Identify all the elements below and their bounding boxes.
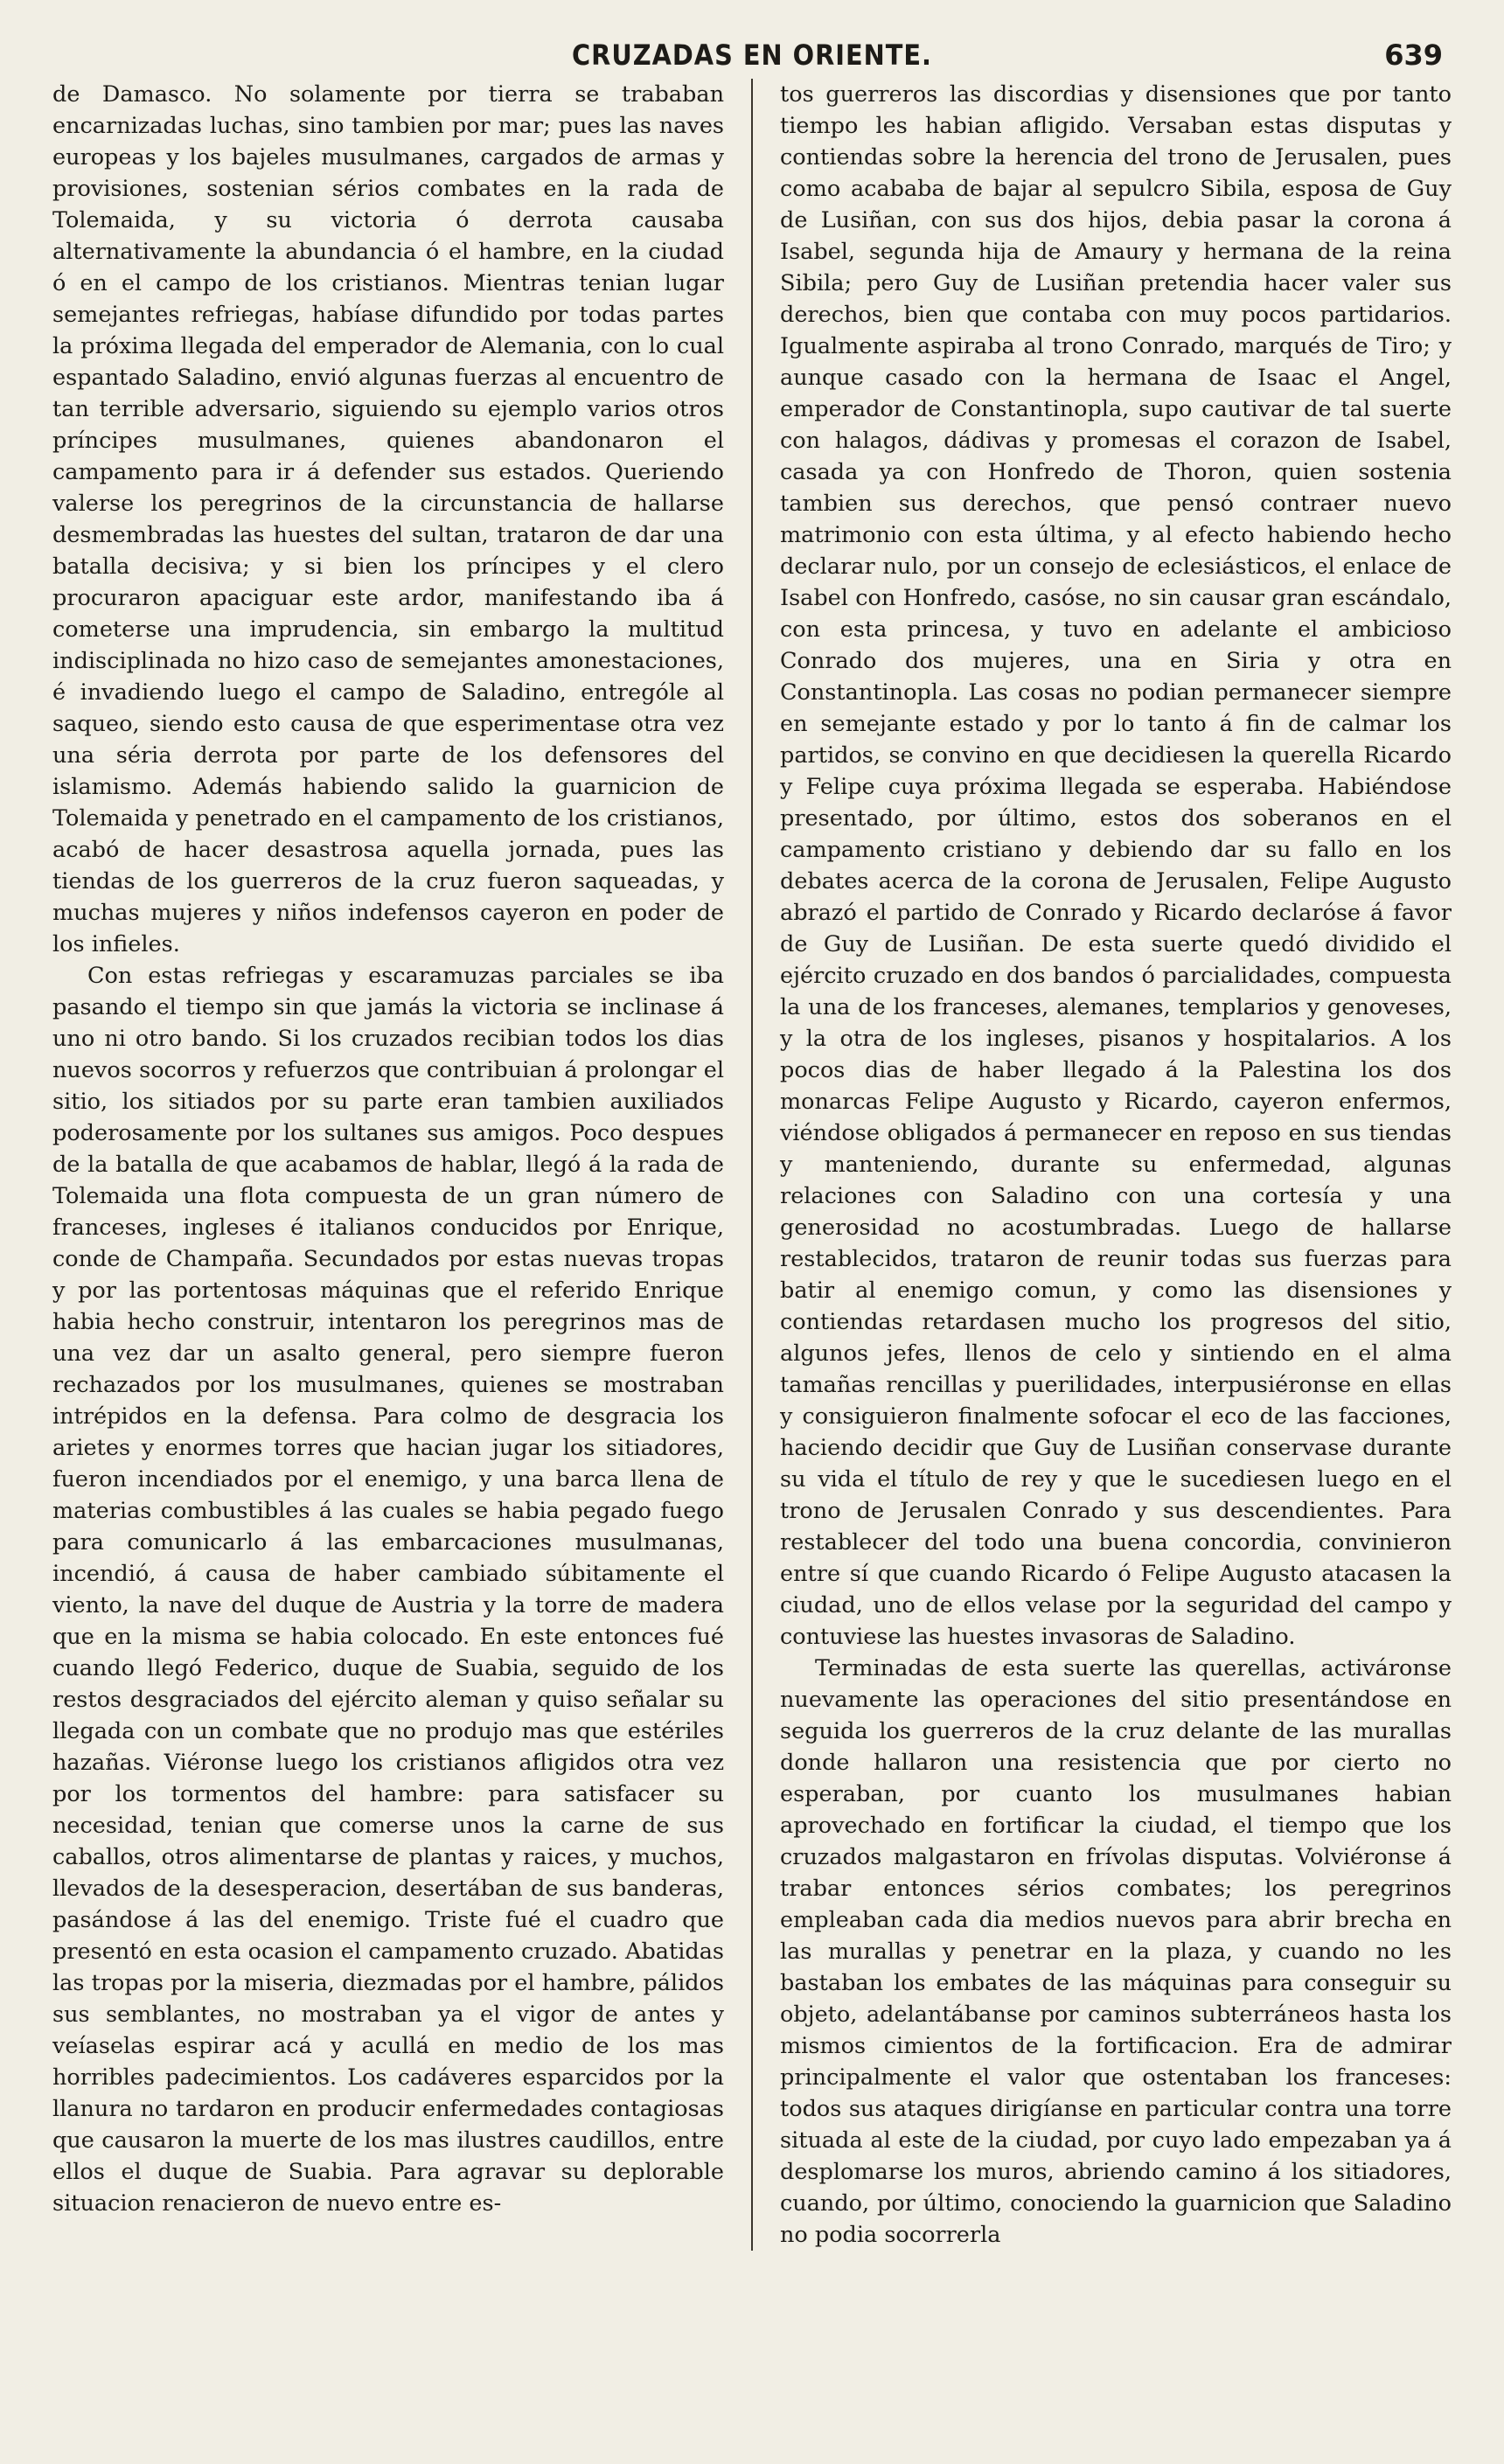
running-head	[61, 38, 1443, 73]
running-title: CRUZADAS EN ORIENTE.	[572, 38, 932, 72]
paragraph: de Damasco. No solamente por tierra se trababan encarnizadas luchas, sino tambien por mar; pues las naves europeas y los bajeles musulmanes, cargados de armas y provisiones, sostenian sérios combates en la rada de Tolemaida, y su victoria ó derrota causaba alternativamente la abundancia ó el hambre, en la ciudad ó en el campo de los cristianos. Mientras tenian lugar semejantes refriegas, habíase difundido por todas partes la próxima llegada del emperador de Alemania, con lo cual espantado Saladino, envió algunas fuerzas al encuentro de tan terrible adversario, siguiendo su ejemplo varios otros príncipes musulmanes, quienes abandonaron el campamento para ir á defender sus estados. Queriendo valerse los peregrinos de la circunstancia de hallarse desmembradas las huestes del sultan, trataron de dar una batalla decisiva; y si bien los príncipes y el clero procuraron apaciguar este ardor, manifestando iba á cometerse una imprudencia, sin embargo la multitud indisciplinada no hizo caso de semejantes amonestaciones, é invadiendo luego el campo de Saladino, entrególe al saqueo, siendo esto causa de que esperimentase otra vez una séria derrota por parte de los defensores del islamismo. Además habiendo salido la guarnicion de Tolemaida y penetrado en el campamento de los cristianos, acabó de hacer desastrosa aquella jornada, pues las tiendas de los guerreros de la cruz fueron saqueadas, y muchas mujeres y niños indefensos cayeron en poder de los infieles.	[52, 81, 724, 957]
right-column	[780, 79, 1452, 2251]
paragraph: Con estas refriegas y escaramuzas parciales se iba pasando el tiempo sin que jamás la victoria se inclinase á uno ni otro bando. Si los cruzados recibian todos los dias nuevos socorros y refuerzos que contribuian á prolongar el sitio, los sitiados por su parte eran tambien auxiliados poderosamente por los sultanes sus amigos. Poco despues de la batalla de que acabamos de hablar, llegó á la rada de Tolemaida una flota compuesta de un gran número de franceses, ingleses é italianos conducidos por Enrique, conde de Champaña. Secundados por estas nuevas tropas y por las portentosas máquinas que el referido Enrique habia hecho construir, intentaron los peregrinos mas de una vez dar un asalto general, pero siempre fueron rechazados por los musulmanes, quienes se mostraban intrépidos en la defensa. Para colmo de desgracia los arietes y enormes torres que hacian jugar los sitiadores, fueron incendiados por el enemigo, y una barca llena de materias combustibles á las cuales se habia pegado fuego para comunicarlo á las embarcaciones musulmanas, incendió, á causa de haber cambiado súbitamente el viento, la nave del duque de Austria y la torre de madera que en la misma se habia colocado. En este entonces fué cuando llegó Federico, duque de Suabia, seguido de los restos desgraciados del ejército aleman y quiso señalar su llegada con un combate que no produjo mas que estériles hazañas. Viéronse luego los cristianos afligidos otra vez por los tormentos del hambre: para satisfacer su necesidad, tenian que comerse unos la carne de sus caballos, otros alimentarse de plantas y raices, y muchos, llevados de la desesperacion, desertában de sus banderas, pasándose á las del enemigo. Triste fué el cuadro que presentó en esta ocasion el campamento cruzado. Abatidas las tropas por la miseria, diezmadas por el hambre, pálidos sus semblantes, no mostraban ya el vigor de antes y veíaselas espirar acá y acullá en medio de los mas horribles padecimientos. Los cadáveres esparcidos por la llanura no tardaron en producir enfermedades contagiosas que causaron la muerte de los mas ilustres caudillos, entre ellos el duque de Suabia. Para agravar su deplorable situacion renacieron de nuevo entre es-	[52, 963, 724, 2217]
paragraph: tos guerreros las discordias y disensiones que por tanto tiempo les habian afligido. Versaban estas disputas y contiendas sobre la herencia del trono de Jerusalen, pues como acababa de bajar al sepulcro Sibila, esposa de Guy de Lusiñan, con sus dos hijos, debia pasar la corona á Isabel, segunda hija de Amaury y hermana de la reina Sibila; pero Guy de Lusiñan pretendia hacer valer sus derechos, bien que contaba con muy pocos partidarios. Igualmente aspiraba al trono Conrado, marqués de Tiro; y aunque casado con la hermana de Isaac el Angel, emperador de Constantinopla, supo cautivar de tal suerte con halagos, dádivas y promesas el corazon de Isabel, casada ya con Honfredo de Thoron, quien sostenia tambien sus derechos, que pensó contraer nuevo matrimonio con esta última, y al efecto habiendo hecho declarar nulo, por un consejo de eclesiásticos, el enlace de Isabel con Honfredo, casóse, no sin causar gran escándalo, con esta princesa, y tuvo en adelante el ambicioso Conrado dos mujeres, una en Siria y otra en Constantinopla. Las cosas no podian permanecer siempre en semejante estado y por lo tanto á fin de calmar los partidos, se convino en que decidiesen la querella Ricardo y Felipe cuya próxima llegada se esperaba. Habiéndose presentado, por último, estos dos soberanos en el campamento cristiano y debiendo dar su fallo en los debates acerca de la corona de Jerusalen, Felipe Augusto abrazó el partido de Conrado y Ricardo declaróse á favor de Guy de Lusiñan. De esta suerte quedó dividido el ejército cruzado en dos bandos ó parcialidades, compuesta la una de los franceses, alemanes, templarios y genoveses, y la otra de los ingleses, pisanos y hospitalarios. A los pocos dias de haber llegado á la Palestina los dos monarcas Felipe Augusto y Ricardo, cayeron enfermos, viéndose obligados á permanecer en reposo en sus tiendas y manteniendo, durante su enfermedad, algunas relaciones con Saladino con una cortesía y una generosidad no acostumbradas. Luego de hallarse restablecidos, trataron de reunir todas sus fuerzas para batir al enemigo comun, y como las disensiones y contiendas retardasen mucho los progresos del sitio, algunos jefes, llenos de celo y sintiendo en el alma tamañas rencillas y puerilidades, interpusiéronse en ellas y consiguieron finalmente sofocar el eco de las facciones, haciendo decidir que Guy de Lusiñan conservase durante su vida el título de rey y que le sucediesen luego en el trono de Jerusalen Conrado y sus descendientes. Para restablecer del todo una buena concordia, convinieron entre sí que cuando Ricardo ó Felipe Augusto atacasen la ciudad, uno de ellos velase por la seguridad del campo y contuviese las huestes invasoras de Saladino.	[780, 81, 1452, 1650]
column-divider	[751, 79, 753, 2251]
left-column	[52, 79, 724, 2219]
page-number: 639	[1384, 38, 1443, 72]
paragraph: Terminadas de esta suerte las querellas, activáronse nuevamente las operaciones del sitio presentándose en seguida los guerreros de la cruz delante de las murallas donde hallaron una resistencia que por cierto no esperaban, por cuanto los musulmanes habian aprovechado en fortificar la ciudad, el tiempo que los cruzados malgastaron en frívolas disputas. Volviéronse á trabar entonces sérios combates; los peregrinos empleaban cada dia medios nuevos para abrir brecha en las murallas y penetrar en la plaza, y cuando no les bastaban los embates de las máquinas para conseguir su objeto, adelantábanse por caminos subterráneos hasta los mismos cimientos de la fortificacion. Era de admirar principalmente el valor que ostentaban los franceses: todos sus ataques dirigíanse en particular contra una torre situada al este de la ciudad, por cuyo lado empezaban ya á desplomarse los muros, abriendo camino á los sitiadores, cuando, por último, conociendo la guarnicion que Saladino no podia socorrerla	[780, 1655, 1452, 2248]
text-columns	[52, 79, 1452, 2251]
